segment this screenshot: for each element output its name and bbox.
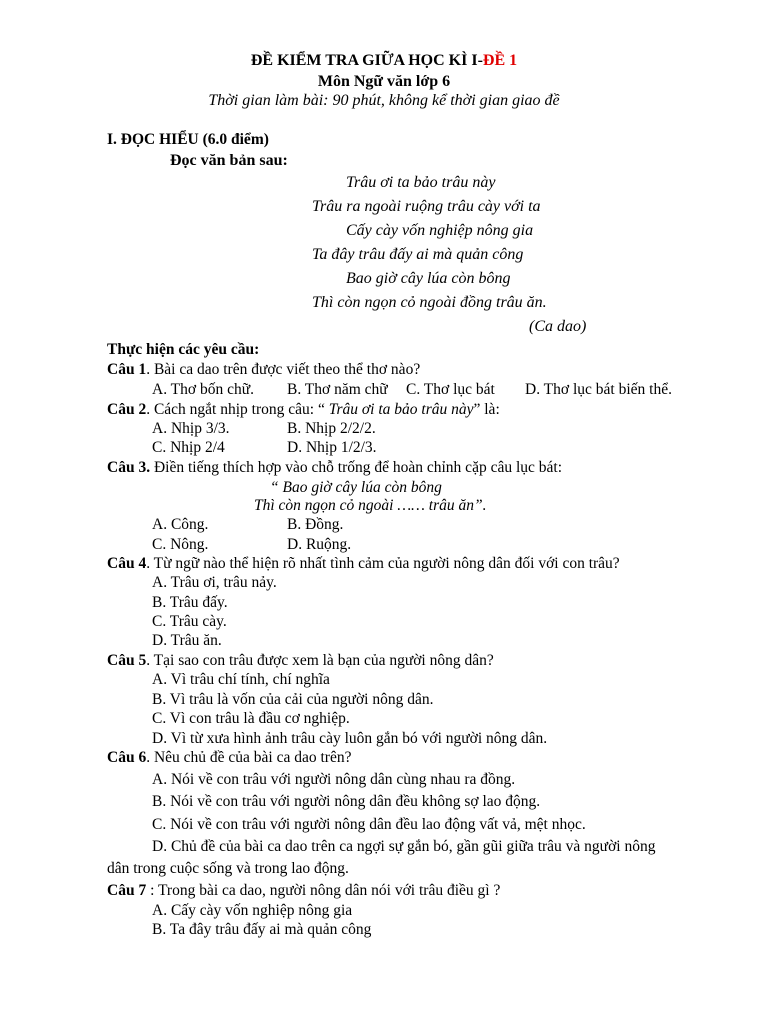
option: A. Công. (152, 516, 209, 533)
poem-line: Bao giờ cây lúa còn bông (346, 270, 511, 287)
question-5 (107, 652, 494, 670)
question-text: . Tại sao con trâu được xem là bạn của người nông dân? (146, 652, 494, 669)
question-label: Câu 4 (107, 555, 147, 572)
question-label: Câu 3. (107, 459, 151, 476)
exam-title (0, 52, 768, 70)
question-7 (107, 882, 500, 900)
option: C. Vì con trâu là đầu cơ nghiệp. (152, 710, 350, 727)
option: D. Ruộng. (287, 536, 352, 553)
option: B. Thơ năm chữ (287, 381, 388, 398)
option: B. Đồng. (287, 516, 344, 533)
option: A. Thơ bốn chữ. (152, 381, 254, 398)
option: D. Nhịp 1/2/3. (287, 439, 377, 456)
option: D. Chủ đề của bài ca dao trên ca ngợi sự gắn bó, gần gũi giữa trâu và người nông (152, 838, 656, 855)
option: C. Nói về con trâu với người nông dân đều lao động vất vả, mệt nhọc. (152, 816, 586, 833)
question-label: Câu 6 (107, 749, 147, 766)
question-quote: “ Bao giờ cây lúa còn bông (270, 479, 442, 496)
time-line: Thời gian làm bài: 90 phút, không kể thời gian giao đề (208, 92, 560, 109)
question-label: Câu 1 (107, 361, 147, 378)
question-1 (107, 361, 420, 379)
option: A. Vì trâu chí tính, chí nghĩa (152, 671, 330, 688)
option: A. Trâu ơi, trâu nảy. (152, 574, 277, 591)
exam-number: ĐỀ 1 (482, 52, 518, 69)
exam-title-text: ĐỀ KIỂM TRA GIỮA HỌC KÌ I- (250, 52, 483, 69)
option: B. Vì trâu là vốn của cải của người nông dân. (152, 691, 434, 708)
option: B. Trâu đấy. (152, 594, 228, 611)
question-3 (107, 459, 562, 477)
poem-line: Trâu ơi ta bảo trâu này (346, 174, 496, 191)
option: A. Nói về con trâu với người nông dân cùng nhau ra đồng. (152, 771, 516, 788)
option: A. Cấy cày vốn nghiệp nông gia (152, 902, 353, 919)
section-instruction: Đọc văn bản sau: (170, 152, 288, 169)
question-text: . Cách ngắt nhịp trong câu: “ (146, 401, 329, 418)
poem-line: Ta đây trâu đấy ai mà quản công (312, 246, 524, 263)
question-2 (107, 401, 500, 419)
option: C. Nhịp 2/4 (152, 439, 225, 456)
question-text: . Từ ngữ nào thể hiện rõ nhất tình cảm của người nông dân đối với con trâu? (146, 555, 620, 572)
question-text: . Bài ca dao trên được viết theo thể thơ nào? (146, 361, 421, 378)
question-text: Điền tiếng thích hợp vào chỗ trống để hoàn chỉnh cặp câu lục bát: (150, 459, 563, 476)
question-4 (107, 555, 620, 573)
question-text: ” là: (473, 401, 500, 418)
question-label: Câu 5 (107, 652, 147, 669)
option: B. Nói về con trâu với người nông dân đều không sợ lao động. (152, 793, 541, 810)
option: A. Nhịp 3/3. (152, 420, 230, 437)
tasks-heading: Thực hiện các yêu cầu: (107, 341, 260, 358)
option-continuation: dân trong cuộc sống và trong lao động. (107, 860, 349, 877)
question-label: Câu 7 (107, 882, 147, 899)
section-heading: I. ĐỌC HIỂU (6.0 điểm) (107, 131, 269, 148)
poem-source: (Ca dao) (529, 318, 587, 335)
poem-line: Thì còn ngọn cỏ ngoài đồng trâu ăn. (312, 294, 547, 311)
question-label: Câu 2 (107, 401, 147, 418)
option: D. Trâu ăn. (152, 632, 222, 649)
option: D. Vì từ xưa hình ảnh trâu cày luôn gắn bó với người nông dân. (152, 730, 548, 747)
option: D. Thơ lục bát biến thể. (525, 381, 672, 398)
question-6 (107, 749, 351, 767)
question-text: . Nêu chủ đề của bài ca dao trên? (146, 749, 352, 766)
option: B. Nhịp 2/2/2. (287, 420, 376, 437)
poem-line: Cấy cày vốn nghiệp nông gia (346, 222, 534, 239)
question-text: : Trong bài ca dao, người nông dân nói với trâu điều gì ? (146, 882, 501, 899)
question-quote: Trâu ơi ta bảo trâu này (328, 401, 474, 418)
option: B. Ta đây trâu đấy ai mà quản công (152, 921, 372, 938)
option: C. Thơ lục bát (406, 381, 495, 398)
subject-line: Môn Ngữ văn lớp 6 (317, 73, 451, 90)
question-quote: Thì còn ngọn cỏ ngoài …… trâu ăn”. (254, 497, 487, 514)
option: C. Nông. (152, 536, 209, 553)
option: C. Trâu cày. (152, 613, 227, 630)
poem-line: Trâu ra ngoài ruộng trâu cày với ta (312, 198, 541, 215)
